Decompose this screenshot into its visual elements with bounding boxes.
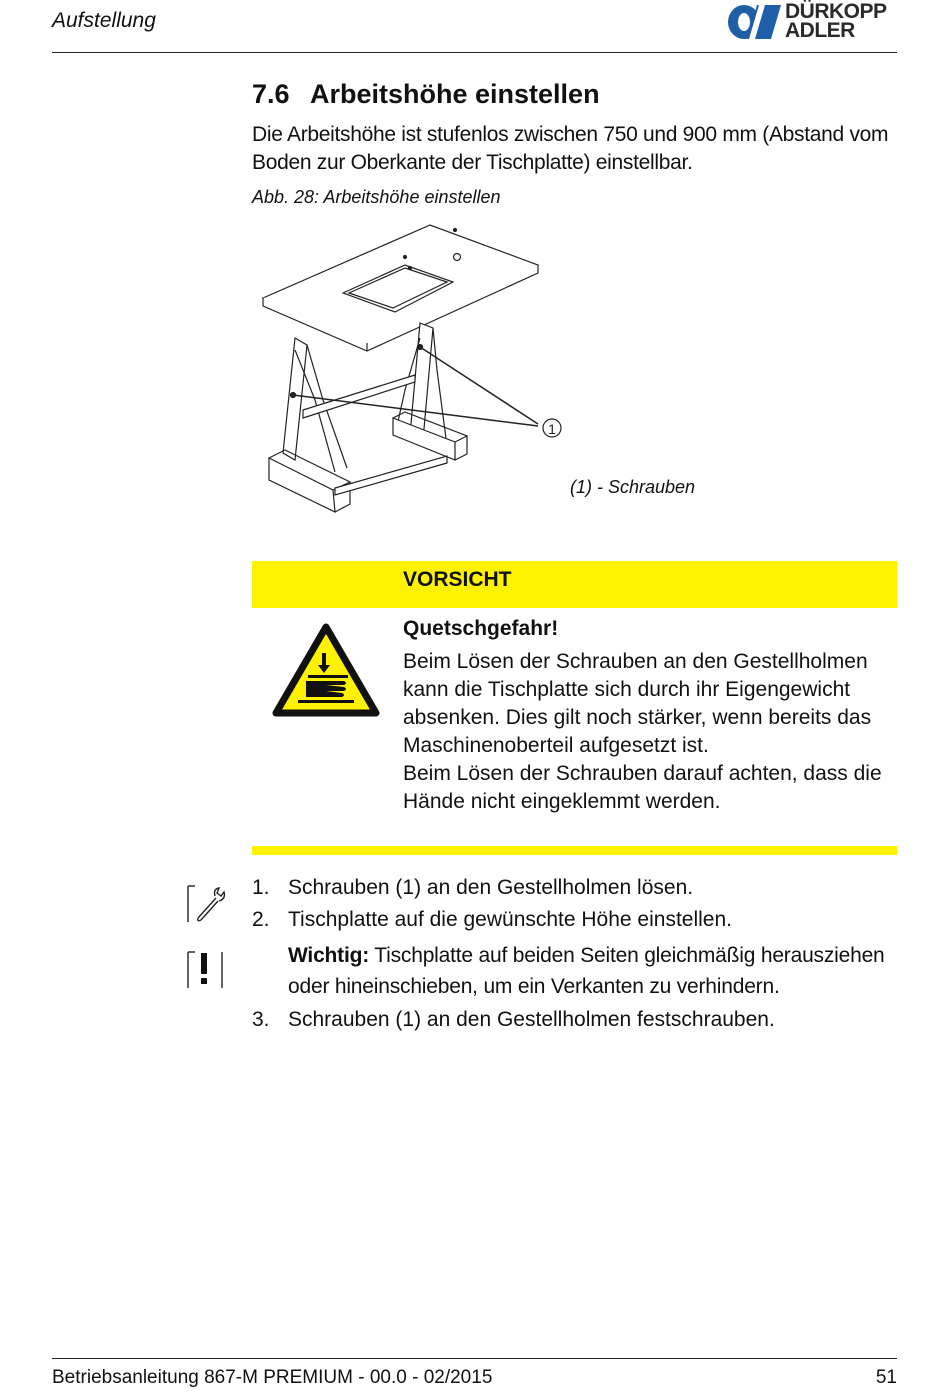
logo-text-line1: DÜRKOPP xyxy=(785,0,887,23)
table-figure xyxy=(255,220,555,520)
footer-document-info: Betriebsanleitung 867-M PREMIUM - 00.0 - 02/2015 xyxy=(52,1367,493,1388)
important-note xyxy=(288,940,903,1002)
warning-text-2: Beim Lösen der Schrauben darauf achten, dass die Hände nicht eingeklemmt werden. xyxy=(403,762,882,813)
step-text: Schrauben (1) an den Gestellholmen festschrauben. xyxy=(288,1008,775,1031)
page-number: 51 xyxy=(875,1367,897,1388)
step-text: Tischplatte auf die gewünschte Höhe einstellen. xyxy=(288,908,732,931)
step-number: 1. xyxy=(252,876,270,899)
warning-text-1: Beim Lösen der Schrauben an den Gestellholmen kann die Tischplatte sich durch ihr Eigengewicht absenken. Dies gilt noch stärker, wenn bereits das Maschinenoberteil aufgesetzt ist. xyxy=(403,650,872,757)
section-heading xyxy=(252,79,600,110)
warning-heading: Quetschgefahr! xyxy=(403,617,559,640)
brand-logo xyxy=(727,0,902,44)
footer-divider xyxy=(52,1358,897,1359)
warning-body xyxy=(403,648,898,816)
section-title: Arbeitshöhe einstellen xyxy=(310,79,600,109)
important-note-icon xyxy=(186,950,226,990)
warning-header-bar xyxy=(252,561,897,608)
figure-legend: (1) - Schrauben xyxy=(570,477,696,497)
intro-paragraph: Die Arbeitshöhe ist stufenlos zwischen 750 und 900 mm (Abstand vom Boden zur Oberkante der Tischplatte) einstellbar. xyxy=(252,123,889,174)
crush-hazard-icon xyxy=(272,623,380,719)
section-number: 7.6 xyxy=(252,79,290,109)
callout-number: 1 xyxy=(548,421,556,437)
logo-text-line2: ADLER xyxy=(785,19,855,42)
note-text: Tischplatte auf beiden Seiten gleichmäßig herausziehen oder hineinschieben, um ein Verkanten zu verhindern. xyxy=(288,944,885,998)
note-label: Wichtig: xyxy=(288,944,370,967)
header-divider xyxy=(52,52,897,53)
header-section-title: Aufstellung xyxy=(52,9,156,32)
wrench-icon xyxy=(186,884,226,924)
figure-caption: Abb. 28: Arbeitshöhe einstellen xyxy=(252,187,501,207)
warning-footer-bar xyxy=(252,846,897,855)
step-text: Schrauben (1) an den Gestellholmen lösen. xyxy=(288,876,694,899)
logo-mark-icon xyxy=(727,2,782,42)
warning-label: VORSICHT xyxy=(403,568,512,591)
step-number: 3. xyxy=(252,1008,270,1031)
step-number: 2. xyxy=(252,908,270,931)
